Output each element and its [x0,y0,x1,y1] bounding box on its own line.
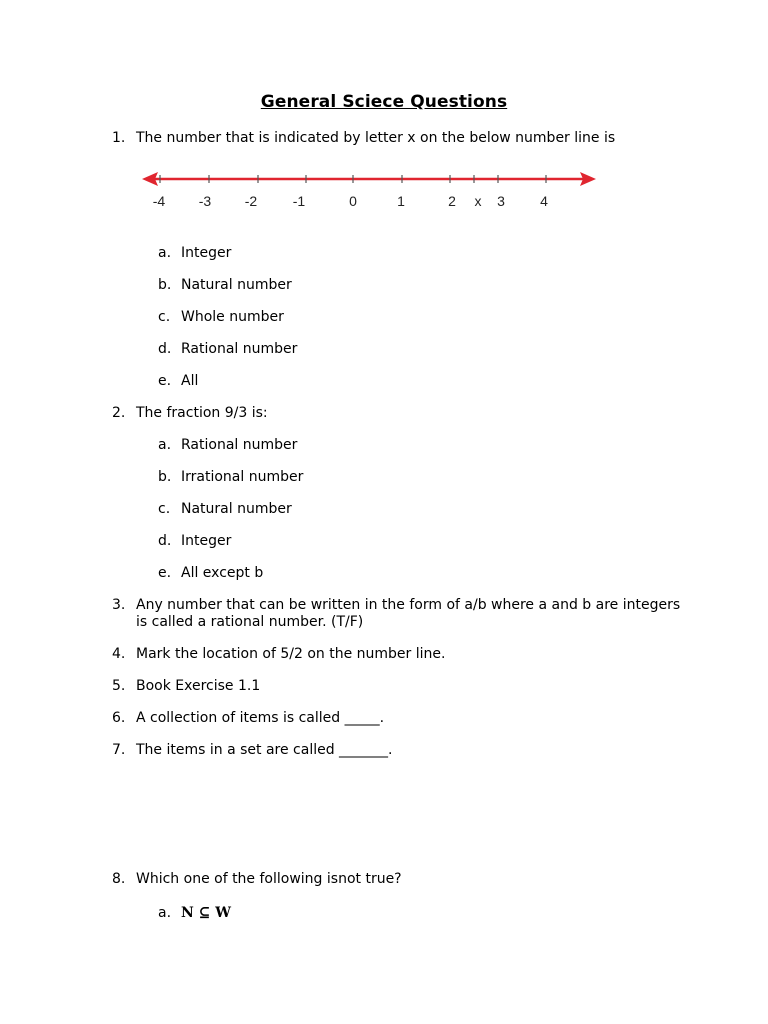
question-number: 6. [112,710,126,726]
option-letter: b. [158,469,172,485]
option-letter: c. [158,501,171,517]
question-number: 1. [112,130,126,146]
option-text: Rational number [181,437,298,453]
question-number: 3. [112,597,126,613]
option-1b[interactable] [158,277,678,294]
tick-label: 1 [397,193,405,209]
question-text: Which one of the following isnot true? [136,871,402,887]
option-text: Natural number [181,277,292,293]
option-2b[interactable] [158,469,678,486]
option-letter: d. [158,533,172,549]
option-2a[interactable] [158,437,678,454]
question-text: A collection of items is called _____. [136,710,385,726]
option-letter: c. [158,309,171,325]
question-5 [112,678,692,695]
question-6 [112,710,692,727]
option-2d[interactable] [158,533,678,550]
question-number: 4. [112,646,126,662]
tick-label-x: x [474,193,482,209]
option-text: Integer [181,245,232,261]
tick-label: -1 [292,193,306,209]
option-1c[interactable] [158,309,678,326]
question-text: The fraction 9/3 is: [136,405,268,421]
option-1e[interactable] [158,373,678,390]
question-1 [112,130,692,147]
question-text: Mark the location of 5/2 on the number line. [136,646,446,662]
tick-label: 2 [448,193,456,209]
option-letter: a. [158,905,172,921]
tick-label: 0 [349,193,357,209]
question-number: 8. [112,871,126,887]
question-text: The items in a set are called _______. [136,742,393,758]
tick-label: 4 [540,193,548,209]
option-text: Whole number [181,309,284,325]
option-text: All except b [181,565,264,581]
option-text: Natural number [181,501,292,517]
option-letter: e. [158,373,172,389]
tick-label: -3 [198,193,212,209]
option-letter: a. [158,437,172,453]
option-2e[interactable] [158,565,678,582]
option-letter: d. [158,341,172,357]
option-letter: b. [158,277,172,293]
question-4 [112,646,692,663]
question-7 [112,742,692,759]
question-text: Book Exercise 1.1 [136,678,261,694]
option-text: Irrational number [181,469,304,485]
option-letter: e. [158,565,172,581]
option-1a[interactable] [158,245,678,262]
question-number: 5. [112,678,126,694]
tick-label: -2 [244,193,258,209]
question-number: 2. [112,405,126,421]
option-1d[interactable] [158,341,678,358]
option-text: Integer [181,533,232,549]
option-2c[interactable] [158,501,678,518]
option-text: All [181,373,199,389]
question-text: Any number that can be written in the form of a/b where a and b are integers is called a rational number. (T/F) [136,597,681,630]
question-number: 7. [112,742,126,758]
question-3 [112,597,692,631]
tick-label: -4 [152,193,166,209]
question-8 [112,871,692,888]
question-2 [112,405,692,422]
option-text: Rational number [181,341,298,357]
option-text-math: N ⊆ W [181,905,231,921]
tick-label: 3 [497,193,505,209]
page-title: General Sciece Questions [260,92,508,112]
option-8a[interactable] [158,905,678,922]
number-line-figure [140,168,610,218]
option-letter: a. [158,245,172,261]
question-text: The number that is indicated by letter x on the below number line is [136,130,616,146]
